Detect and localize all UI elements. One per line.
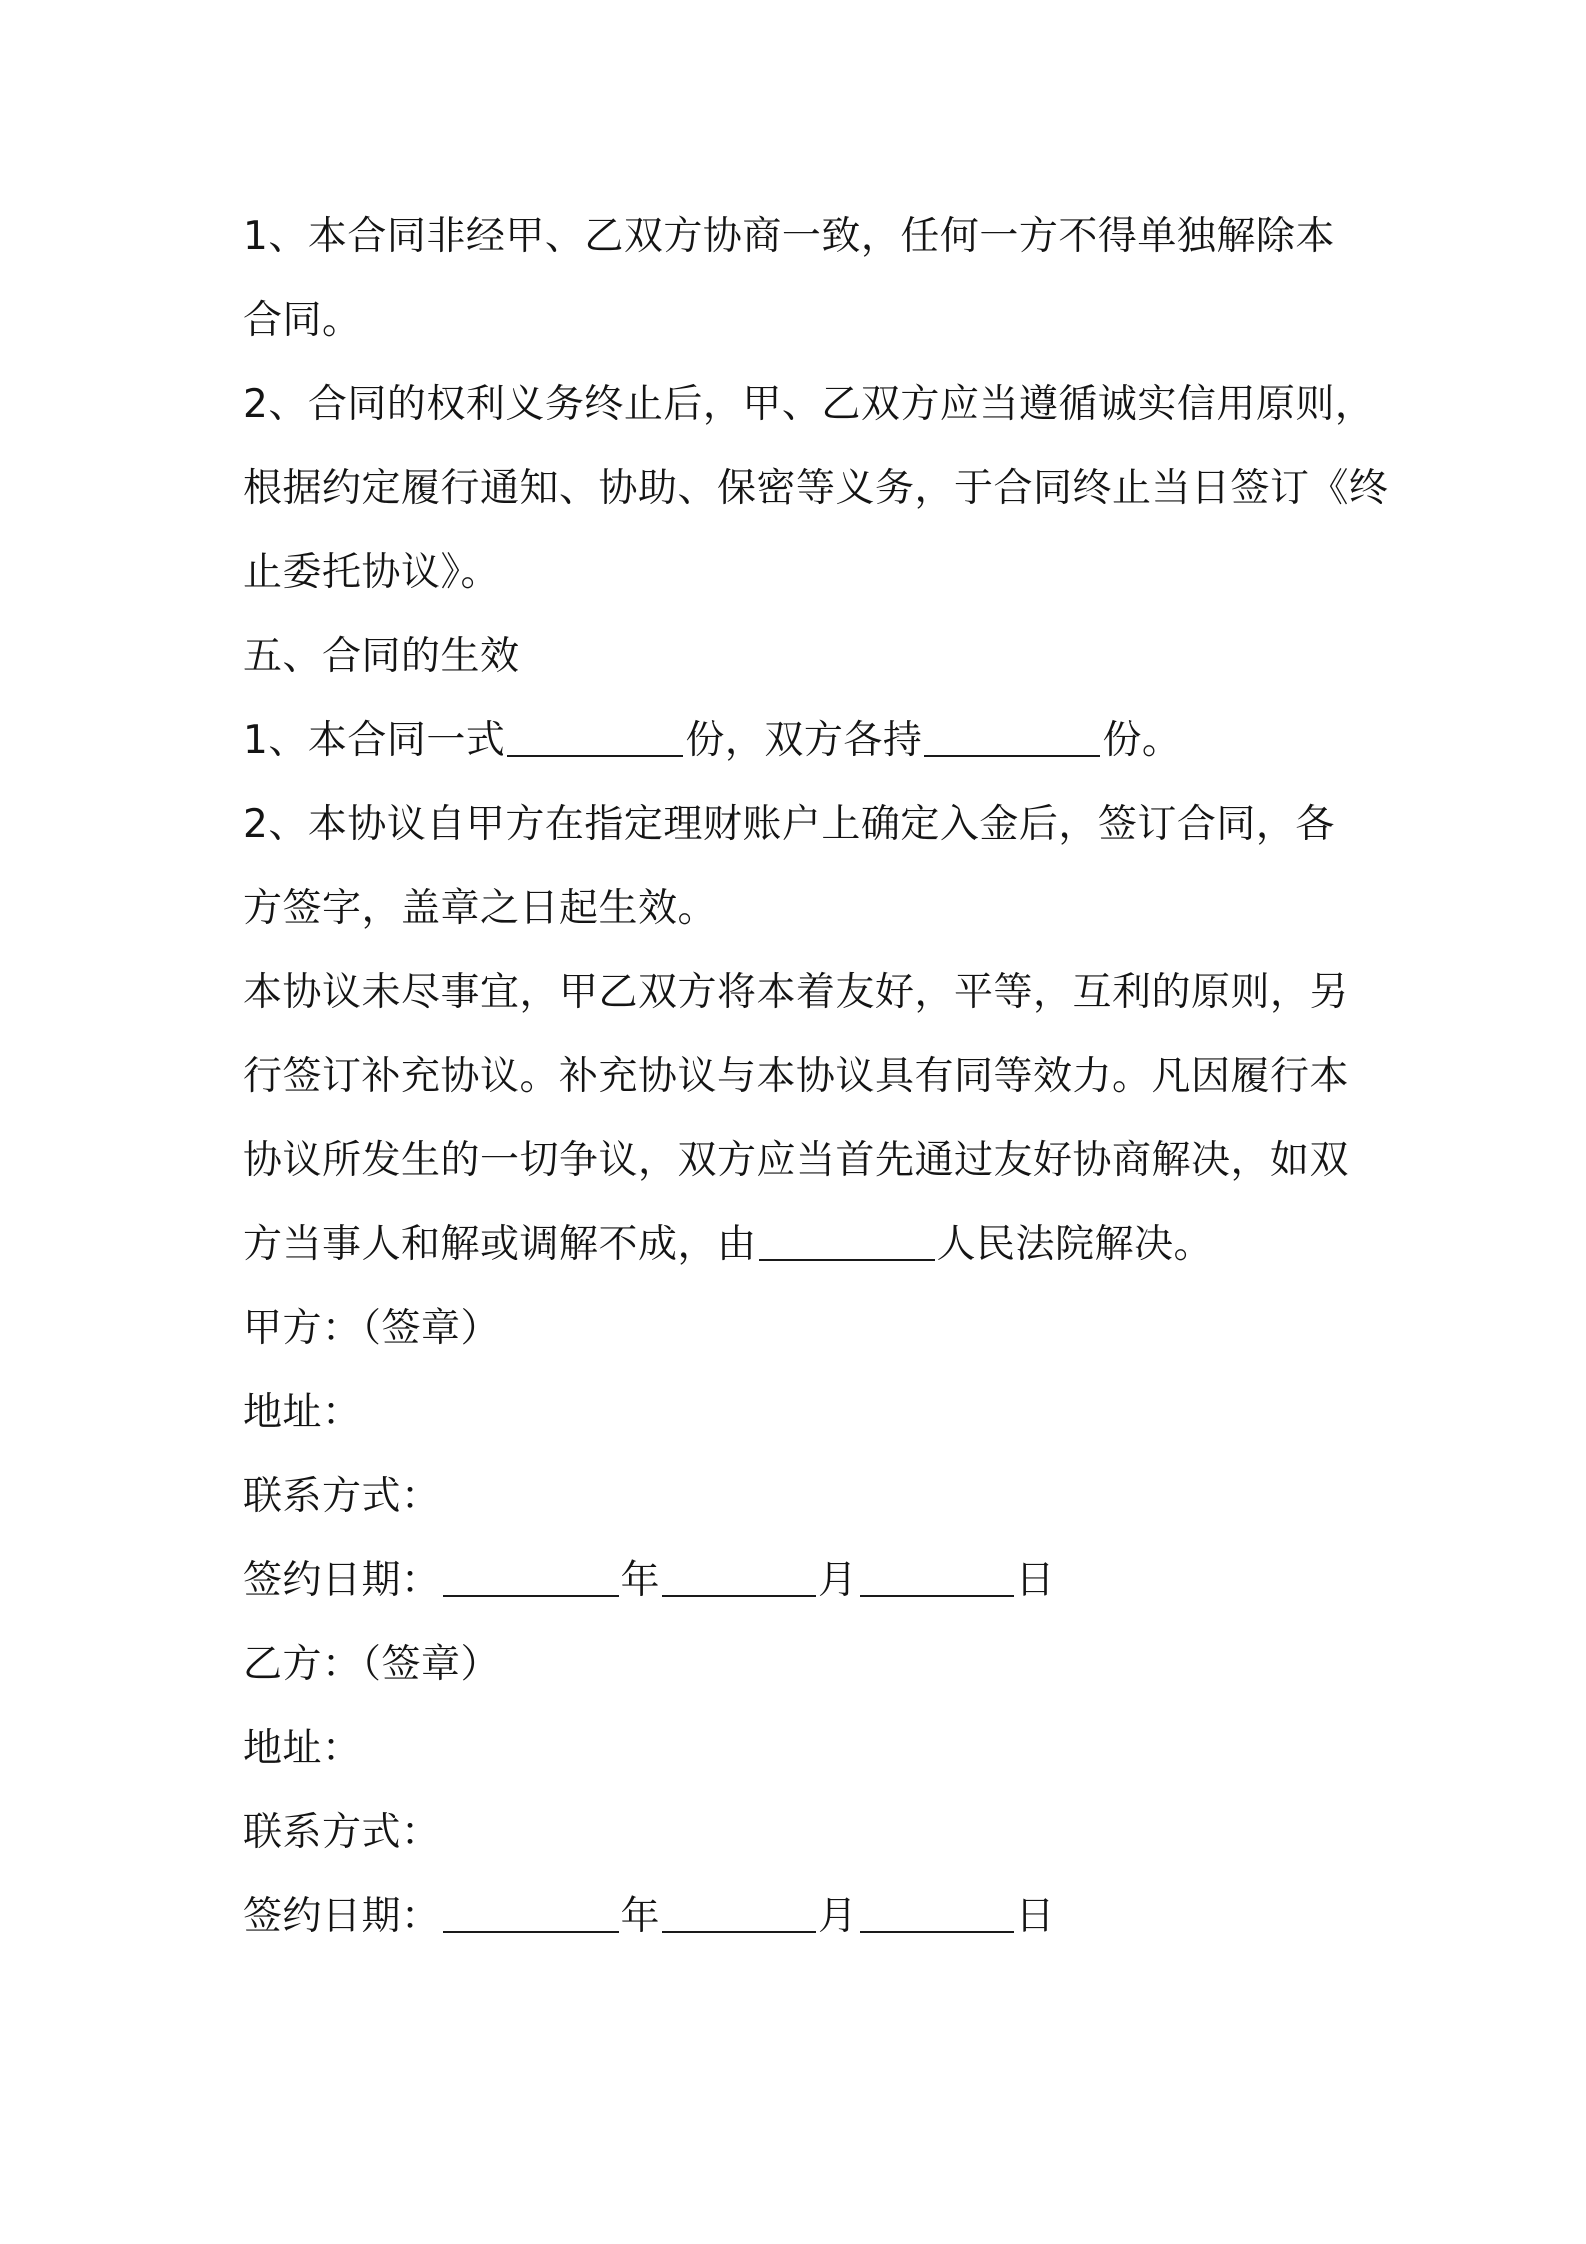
party-b-date-line	[243, 1875, 1353, 1959]
party-a-contact-label: 联系方式：	[243, 1474, 441, 1519]
clause-4-2-line-2: 根据约定履行通知、协助、保密等义务，于合同终止当日签订《终	[243, 466, 1389, 511]
copies-total-blank[interactable]	[507, 719, 683, 757]
party-a-day-blank[interactable]	[860, 1559, 1014, 1597]
party-b-year-blank[interactable]	[443, 1895, 619, 1933]
clause-4-2-line-1: 2、合同的权利义务终止后，甲、乙双方应当遵循诚实信用原则，	[243, 382, 1375, 427]
party-b-sign-label: 乙方：（签章）	[243, 1642, 501, 1687]
party-a-date-label: 签约日期：	[243, 1558, 441, 1603]
party-a-year-label: 年	[620, 1558, 661, 1603]
party-b-month-blank[interactable]	[662, 1895, 816, 1933]
supplement-line-1: 本协议未尽事宜，甲乙双方将本着友好，平等，互利的原则，另	[243, 970, 1350, 1015]
supplement-line-4	[243, 1203, 1353, 1287]
copies-each-blank[interactable]	[924, 719, 1100, 757]
party-a-year-blank[interactable]	[443, 1559, 619, 1597]
supplement-line-4-text-a: 方当事人和解或调解不成，由	[243, 1222, 757, 1267]
clause-4-2-line-3: 止委托协议》。	[243, 550, 501, 595]
clause-4-1-line-2: 合同。	[243, 298, 362, 343]
section-5-heading: 五、合同的生效	[243, 634, 520, 679]
clause-5-1	[243, 699, 1353, 783]
clause-5-1-text-a: 1、本合同一式	[243, 718, 506, 763]
clause-5-1-text-c: 份。	[1102, 718, 1182, 763]
party-a-sign-label: 甲方：（签章）	[243, 1306, 501, 1351]
party-a-date-line	[243, 1539, 1353, 1623]
party-a-month-blank[interactable]	[662, 1559, 816, 1597]
clause-5-1-text-b: 份，双方各持	[685, 718, 923, 763]
party-b-month-label: 月	[818, 1894, 858, 1939]
clause-5-2-line-1: 2、本协议自甲方在指定理财账户上确定入金后，签订合同，各	[243, 802, 1335, 847]
party-a-day-label: 日	[1015, 1558, 1056, 1603]
party-b-year-label: 年	[620, 1894, 661, 1939]
clause-4-1-line-1: 1、本合同非经甲、乙双方协商一致，任何一方不得单独解除本	[243, 214, 1335, 259]
document-body	[243, 195, 1389, 1959]
party-b-day-label: 日	[1015, 1894, 1056, 1939]
party-b-day-blank[interactable]	[860, 1895, 1014, 1933]
supplement-line-4-text-b: 人民法院解决。	[936, 1222, 1214, 1267]
clause-5-2-line-2: 方签字，盖章之日起生效。	[243, 886, 718, 931]
party-b-date-label: 签约日期：	[243, 1894, 441, 1939]
party-b-address-label: 地址：	[243, 1726, 362, 1771]
supplement-line-2: 行签订补充协议。补充协议与本协议具有同等效力。凡因履行本	[243, 1054, 1350, 1099]
party-b-contact-label: 联系方式：	[243, 1810, 441, 1855]
supplement-line-3: 协议所发生的一切争议，双方应当首先通过友好协商解决，如双	[243, 1138, 1350, 1183]
court-name-blank[interactable]	[759, 1223, 935, 1261]
party-a-month-label: 月	[818, 1558, 858, 1603]
party-a-address-label: 地址：	[243, 1390, 362, 1435]
